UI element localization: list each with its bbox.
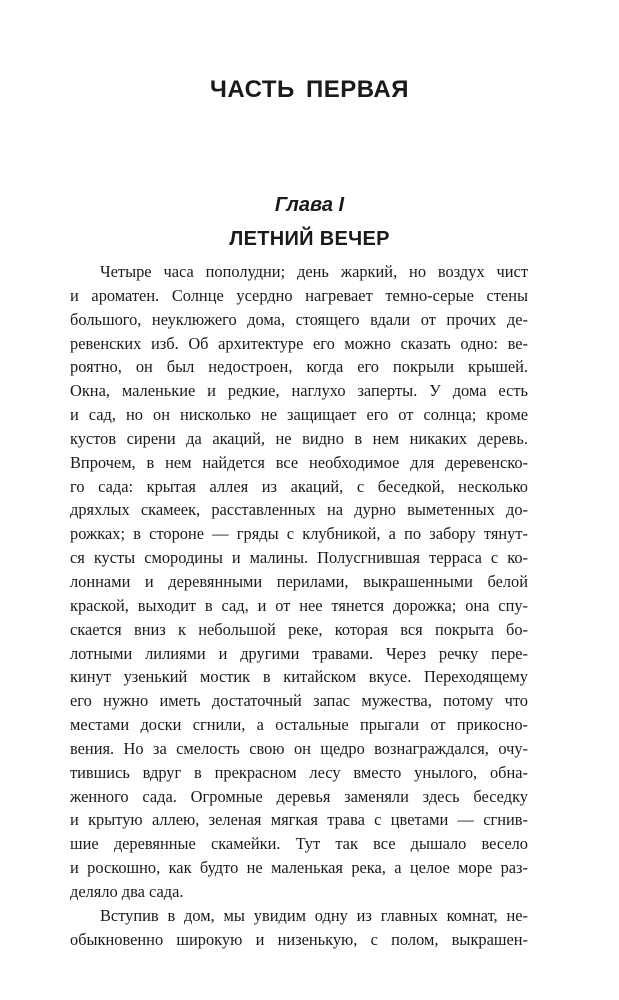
text-line: женного сада. Огромные деревья заменяли здесь беседку <box>70 786 528 806</box>
text-line: большого, неуклюжего дома, стоящего вдали от прочих де- <box>70 309 528 329</box>
text-line: шие деревянные скамейки. Тут так все дышало весело <box>70 834 528 854</box>
text-line: Четыре часа пополудни; день жаркий, но воздух чист <box>100 262 528 281</box>
text-line: и сад, но он нисколько не защищает его от солнца; кроме <box>70 405 528 425</box>
text-line: рожках; в стороне — гряды с клубникой, а по забору тянут- <box>70 524 528 544</box>
text-line: и крытую аллею, зеленая мягкая трава с цветами — сгнив- <box>70 810 528 830</box>
text-line: ревенских изб. Об архитектуре его можно сказать одно: ве- <box>70 333 528 353</box>
text-line: его нужно иметь достаточный запас мужества, потому что <box>70 691 528 711</box>
text-line: вения. Но за смелость свою он щедро вознаграждался, очу- <box>70 738 528 758</box>
text-line: краской, выходит в сад, и от нее тянется дорожка; она спу- <box>70 595 528 615</box>
text-line: ся кусты смородины и малины. Полусгнившая терраса с ко- <box>70 548 528 568</box>
text-line: и роскошно, как будто не маленькая река, а целое море раз- <box>70 858 528 878</box>
text-line: обыкновенно широкую и низенькую, с полом, выкрашен- <box>70 929 528 949</box>
text-line: лоннами и деревянными перилами, выкрашенными белой <box>70 571 528 591</box>
text-line: роятно, он был недостроен, когда его покрыли крышей. <box>70 357 528 377</box>
text-line: кустов сирени да акаций, не видно в нем никаких деревь. <box>70 428 528 448</box>
chapter-label: Глава I <box>274 194 345 216</box>
text-line: тившись вдруг в прекрасном лесу вместо унылого, обна- <box>70 762 528 782</box>
text-line: скается вниз к небольшой реке, которая вся покрыта бо- <box>70 619 528 639</box>
text-line: Впрочем, в нем найдется все необходимое для деревенско- <box>70 452 528 472</box>
text-line: лотными лилиями и другими травами. Через речку пере- <box>70 643 528 663</box>
text-line: местами доски сгнили, а остальные прыгали от прикосно- <box>70 715 528 735</box>
text-line: деляло два сада. <box>70 881 184 901</box>
text-line: Вступив в дом, мы увидим одну из главных комнат, не- <box>100 905 528 925</box>
chapter-text <box>70 260 528 951</box>
text-line: кинут узенький мостик в китайском вкусе. Переходящему <box>70 667 528 687</box>
text-line: и ароматен. Солнце усердно нагревает темно-серые стены <box>70 285 528 305</box>
text-line: го сада: крытая аллея из акаций, с беседкой, несколько <box>70 476 528 496</box>
chapter-title: ЛЕТНИЙ ВЕЧЕР <box>229 228 390 250</box>
part-title: ЧАСТЬ ПЕРВАЯ <box>210 76 409 103</box>
text-line: дряхлых скамеек, расставленных на дурно выметенных до- <box>70 500 528 520</box>
text-line: Окна, маленькие и редкие, наглухо заперты. У дома есть <box>70 381 528 401</box>
